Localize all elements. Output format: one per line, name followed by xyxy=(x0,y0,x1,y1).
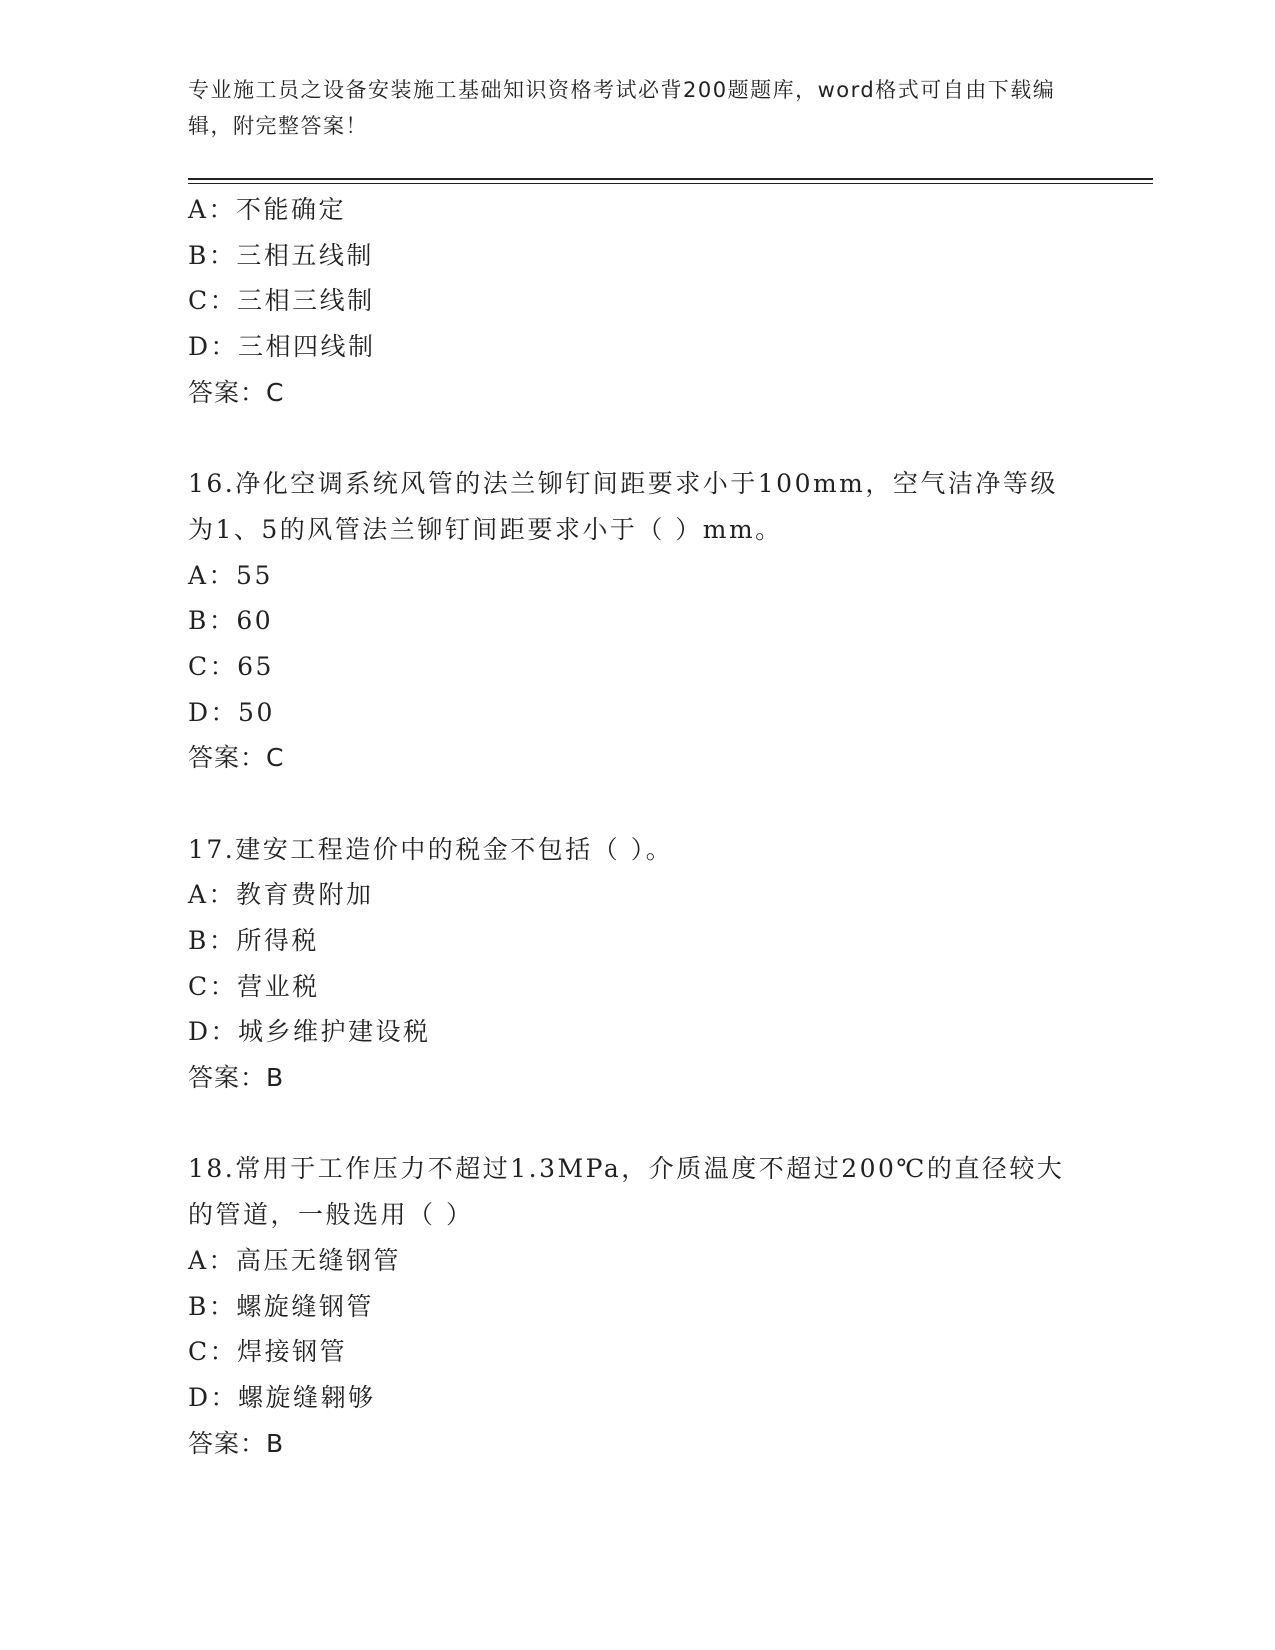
option-c: C：65 xyxy=(188,651,274,681)
question-text: 16.净化空调系统风管的法兰铆钉间距要求小于100mm，空气洁净等级为1、5的风管法兰铆钉间距要求小于（ ）mm。 xyxy=(188,469,1058,544)
question-block xyxy=(188,461,1088,781)
question-text: 17.建安工程造价中的税金不包括（ ）。 xyxy=(188,834,674,864)
option-d: D：三相四线制 xyxy=(188,332,376,362)
option-b: B：60 xyxy=(188,606,274,636)
question-block xyxy=(188,187,1088,415)
option-a: A：教育费附加 xyxy=(188,880,374,910)
option-c: C：三相三线制 xyxy=(188,286,375,316)
question-block xyxy=(188,1146,1088,1466)
answer-line: 答案：C xyxy=(188,377,285,407)
question-list xyxy=(188,187,1088,1466)
document-header: 专业施工员之设备安装施工基础知识资格考试必背200题题库，word格式可自由下载编辑，附完整答案！ xyxy=(188,78,1056,138)
option-a: A：55 xyxy=(188,560,273,590)
answer-line: 答案：B xyxy=(188,1063,285,1093)
option-a: A：高压无缝钢管 xyxy=(188,1245,402,1275)
option-c: C：焊接钢管 xyxy=(188,1337,348,1367)
option-b: B：螺旋缝钢管 xyxy=(188,1291,374,1321)
answer-line: 答案：B xyxy=(188,1428,285,1458)
answer-line: 答案：C xyxy=(188,743,285,773)
question-block xyxy=(188,827,1088,1101)
header-divider xyxy=(188,178,1153,180)
option-d: D：螺旋缝翱够 xyxy=(188,1382,376,1412)
option-d: D：50 xyxy=(188,697,275,727)
question-text: 18.常用于工作压力不超过1.3MPa，介质温度不超过200℃的直径较大的管道，一般选用（ ） xyxy=(188,1154,1065,1230)
option-c: C：营业税 xyxy=(188,971,320,1001)
header-divider-thin xyxy=(188,183,1153,184)
option-d: D：城乡维护建设税 xyxy=(188,1017,431,1047)
option-a: A：不能确定 xyxy=(188,195,347,224)
option-b: B：三相五线制 xyxy=(188,240,374,270)
option-b: B：所得税 xyxy=(188,926,319,956)
